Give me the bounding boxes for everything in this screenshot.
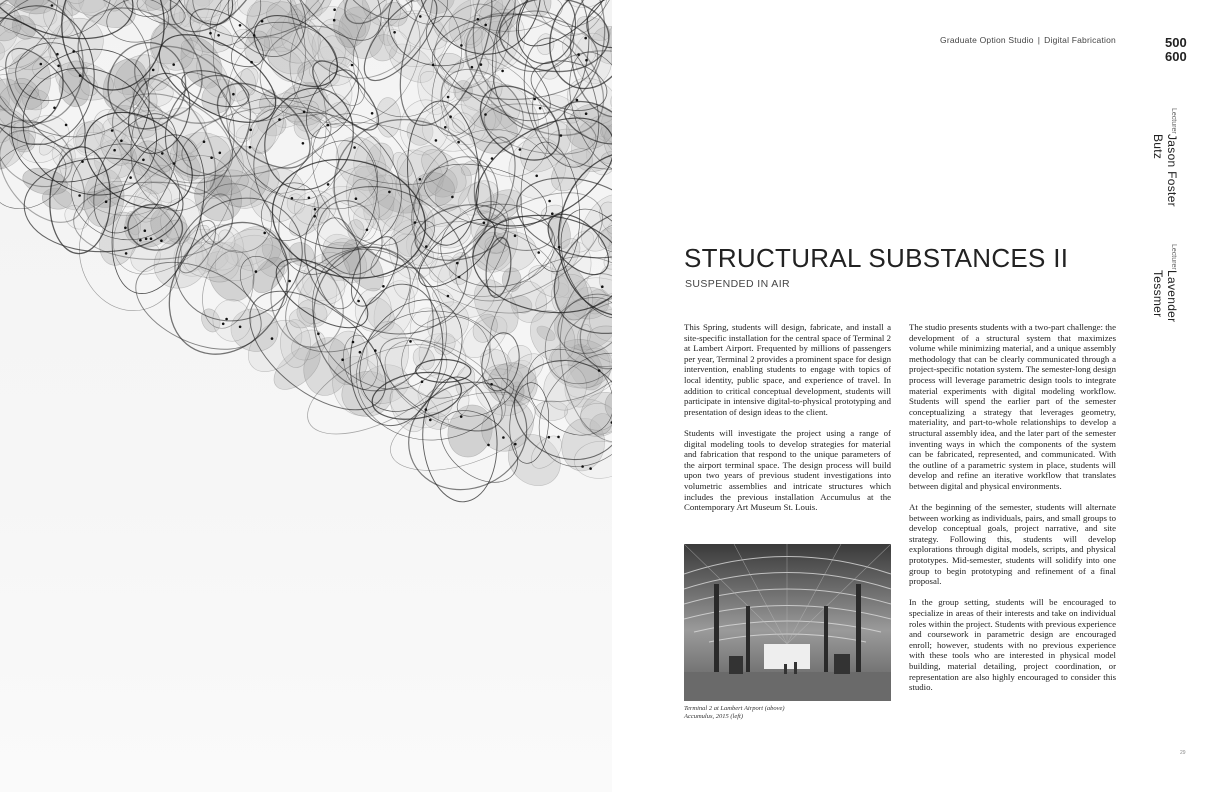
connector-dot [327,124,330,127]
connector-dot [352,341,355,344]
connector-dot [203,140,206,143]
connector-dot [125,252,128,255]
connector-dot [72,50,75,53]
connector-dot [105,200,108,203]
connector-dot [255,270,258,273]
connector-dot [435,139,438,142]
connector-dot [209,32,212,35]
connector-dot [150,237,153,240]
connector-dot [419,178,422,181]
connector-dot [161,152,164,155]
image-caption [684,705,891,721]
lecturer-name: Lavender Tessmer [1151,269,1179,323]
connector-dot [558,246,561,249]
connector-dot [317,332,320,335]
header-separator: | [1037,35,1041,45]
connector-dot [144,229,147,232]
body-column-right [909,322,1116,703]
connector-dot [589,467,592,470]
connector-dot [53,107,56,110]
connector-dot [239,326,242,329]
connector-dot [79,74,82,77]
connector-dot [576,99,579,102]
connector-dot [560,134,563,137]
connector-dot [447,295,450,298]
body-column-left [684,322,891,523]
connector-dot [425,408,428,411]
connector-dot [471,66,474,69]
connector-dot [327,183,330,186]
connector-dot [419,15,422,18]
connector-dot [460,44,463,47]
connector-dot [172,63,175,66]
connector-dot [288,280,291,283]
connector-dot [313,215,316,218]
page-subtitle: SUSPENDED IN AIR [685,278,791,290]
connector-dot [261,20,264,23]
connector-dot [160,239,163,242]
lecturer-role: Lecturer [1170,108,1177,134]
connector-dot [145,238,148,241]
connector-dot [451,196,454,199]
connector-dot [477,18,480,21]
paragraph: Students will investigate the project using a range of digital modeling tools to develop strategies for material and fabrication that respond to the unique parameters of the airport terminal space. The design process will build upon two years of previous student investigations into volumetric assemblies and intricate structures which includes the previous installation Accumulus at the Contemporary Art Museum St. Louis. [684,427,891,513]
connector-dot [537,251,540,254]
connector-dot [219,152,222,155]
connector-dot [393,31,396,34]
connector-dot [303,111,306,114]
paragraph: In the group setting, students will be encouraged to specialize in areas of their interests and take on individual roles within the project. Students with previous experience and coursework in parametric design are encouraged enroll; however, students with no previous experience with these tools who are interested in physical model building, material detailing, project coordination, or representation are also highly encouraged to consider this studio. [909,597,1116,693]
page-title: STRUCTURAL SUBSTANCES II [684,243,1069,273]
connector-dot [263,232,266,235]
connector-dot [577,53,580,56]
connector-dot [421,380,424,383]
connector-dot [480,63,483,66]
connector-dot [173,162,176,165]
connector-dot [65,124,68,127]
connector-dot [539,107,542,110]
connector-dot [225,318,228,321]
connector-dot [374,349,377,352]
connector-dot [581,465,584,468]
connector-dot [359,351,362,354]
caption-line-1: Terminal 2 at Lambert Airport (above) [684,705,785,712]
connector-dot [557,436,560,439]
connector-dot [483,222,486,225]
connector-dot [502,436,505,439]
connector-dot [232,93,235,96]
connector-dot [491,157,494,160]
connector-dot [514,443,517,446]
connector-dot [551,212,554,215]
connector-dot [533,98,536,101]
connector-dot [113,149,116,152]
lecturer-role: Lecturer [1170,244,1177,270]
lecturer-name: Jason Foster Butz [1151,133,1179,207]
connector-dot [111,129,114,132]
connector-dot [250,61,253,64]
connector-dot [81,160,84,163]
connector-dot [302,142,305,145]
connector-dot [314,208,317,211]
connector-dot [129,176,132,179]
connector-dot [249,129,252,132]
connector-dot [210,156,213,159]
connector-dot [333,8,336,11]
header-topic: Digital Fabrication [1044,35,1116,45]
connector-dot [56,53,59,56]
connector-dot [291,197,294,200]
connector-dot [57,65,60,68]
connector-dot [429,419,432,422]
connector-dot [278,118,281,121]
connector-dot [40,63,43,66]
connector-dot [382,285,385,288]
connector-dot [585,112,588,115]
connector-dot [253,34,256,37]
connector-dot [584,37,587,40]
connector-dot [449,115,452,118]
lecturer-2 [1151,244,1179,354]
connector-dot [217,34,220,37]
running-header [940,35,1116,45]
connector-dot [51,4,54,7]
petal [375,97,401,137]
connector-dot [601,285,604,288]
connector-dot [366,229,369,232]
connector-dot [355,197,358,200]
connector-dot [409,340,412,343]
paragraph: The studio presents students with a two-part challenge: the development of a structural system that maximizes volume while minimizing material, and a unique assembly methodology that can be clearly communicated through a project-specific notation system. The semester-long design process will leverage parametric design tools to integrate material experiments with digital modeling workflow. Students will spend the earlier part of the semester conceptualizing a strategy that leverages geometry, materiality, and part-to-whole relationships to develop a structural assembly idea, and the later part of the semester inventing ways in which the components of the system can be fabricated, represented, and communicated. With the outline of a parametric system in place, students will develop and refine an iterative workflow that translates between digital and physical environments. [909,322,1116,491]
connector-dot [239,24,242,27]
connector-dot [519,148,522,151]
course-numbers [1165,36,1205,64]
connector-dot [271,337,274,340]
connector-dot [124,227,127,230]
connector-dot [456,262,459,265]
connector-dot [357,300,360,303]
connector-dot [341,358,344,361]
terminal-photo [684,544,891,701]
connector-dot [142,159,145,162]
connector-dot [432,64,435,67]
connector-dot [548,200,551,203]
connector-dot [585,59,588,62]
connector-dot [353,146,356,149]
course-number-1: 500 [1165,35,1187,50]
caption-line-2: Accumulus, 2015 (left) [684,713,744,720]
connector-dot [444,126,447,129]
lecturer-1 [1151,108,1179,218]
connector-dot [139,239,142,242]
connector-dot [490,383,493,386]
paragraph: At the beginning of the semester, students will alternate between working as individuals, pairs, and small groups to develop conceptual goals, project narrative, and site strategy. Following this, students will develop explorations through digital models, scripts, and physical prototypes. Mid-semester, students will solidify into one group to begin prototyping and refinement of a final proposal. [909,502,1116,587]
connector-dot [484,24,487,27]
connector-dot [388,191,391,194]
connector-dot [457,141,460,144]
connector-dot [308,197,311,200]
header-program: Graduate Option Studio [940,35,1034,45]
page-number: 29 [1180,750,1186,756]
connector-dot [78,194,81,197]
connector-dot [371,112,374,115]
course-number-2: 600 [1165,49,1187,64]
connector-dot [249,146,252,149]
connector-dot [535,175,538,178]
connector-dot [333,19,336,22]
connector-dot [514,235,517,238]
connector-dot [484,113,487,116]
connector-dot [487,444,490,447]
connector-dot [120,139,123,142]
connector-dot [501,70,504,73]
connector-dot [458,276,461,279]
connector-dot [414,221,417,224]
connector-dot [222,323,225,326]
paragraph: This Spring, students will design, fabricate, and install a site-specific installation for the central space of Terminal 2 at Lambert Airport. Frequented by millions of passengers per year, Terminal 2 provides a prominent space for design intervention, enabling students to engage with topics of local identity, public space, and experience of travel. In addition to critical conceptual development, students will participate in intensive digital-to-physical prototyping and presentation of design ideas to the client. [684,322,891,417]
connector-dot [425,245,428,248]
connector-dot [460,415,463,418]
connector-dot [152,69,155,72]
connector-dot [548,436,551,439]
terminal-illustration [684,544,891,701]
connector-dot [598,369,601,372]
connector-dot [351,64,354,67]
connector-dot [447,96,450,99]
